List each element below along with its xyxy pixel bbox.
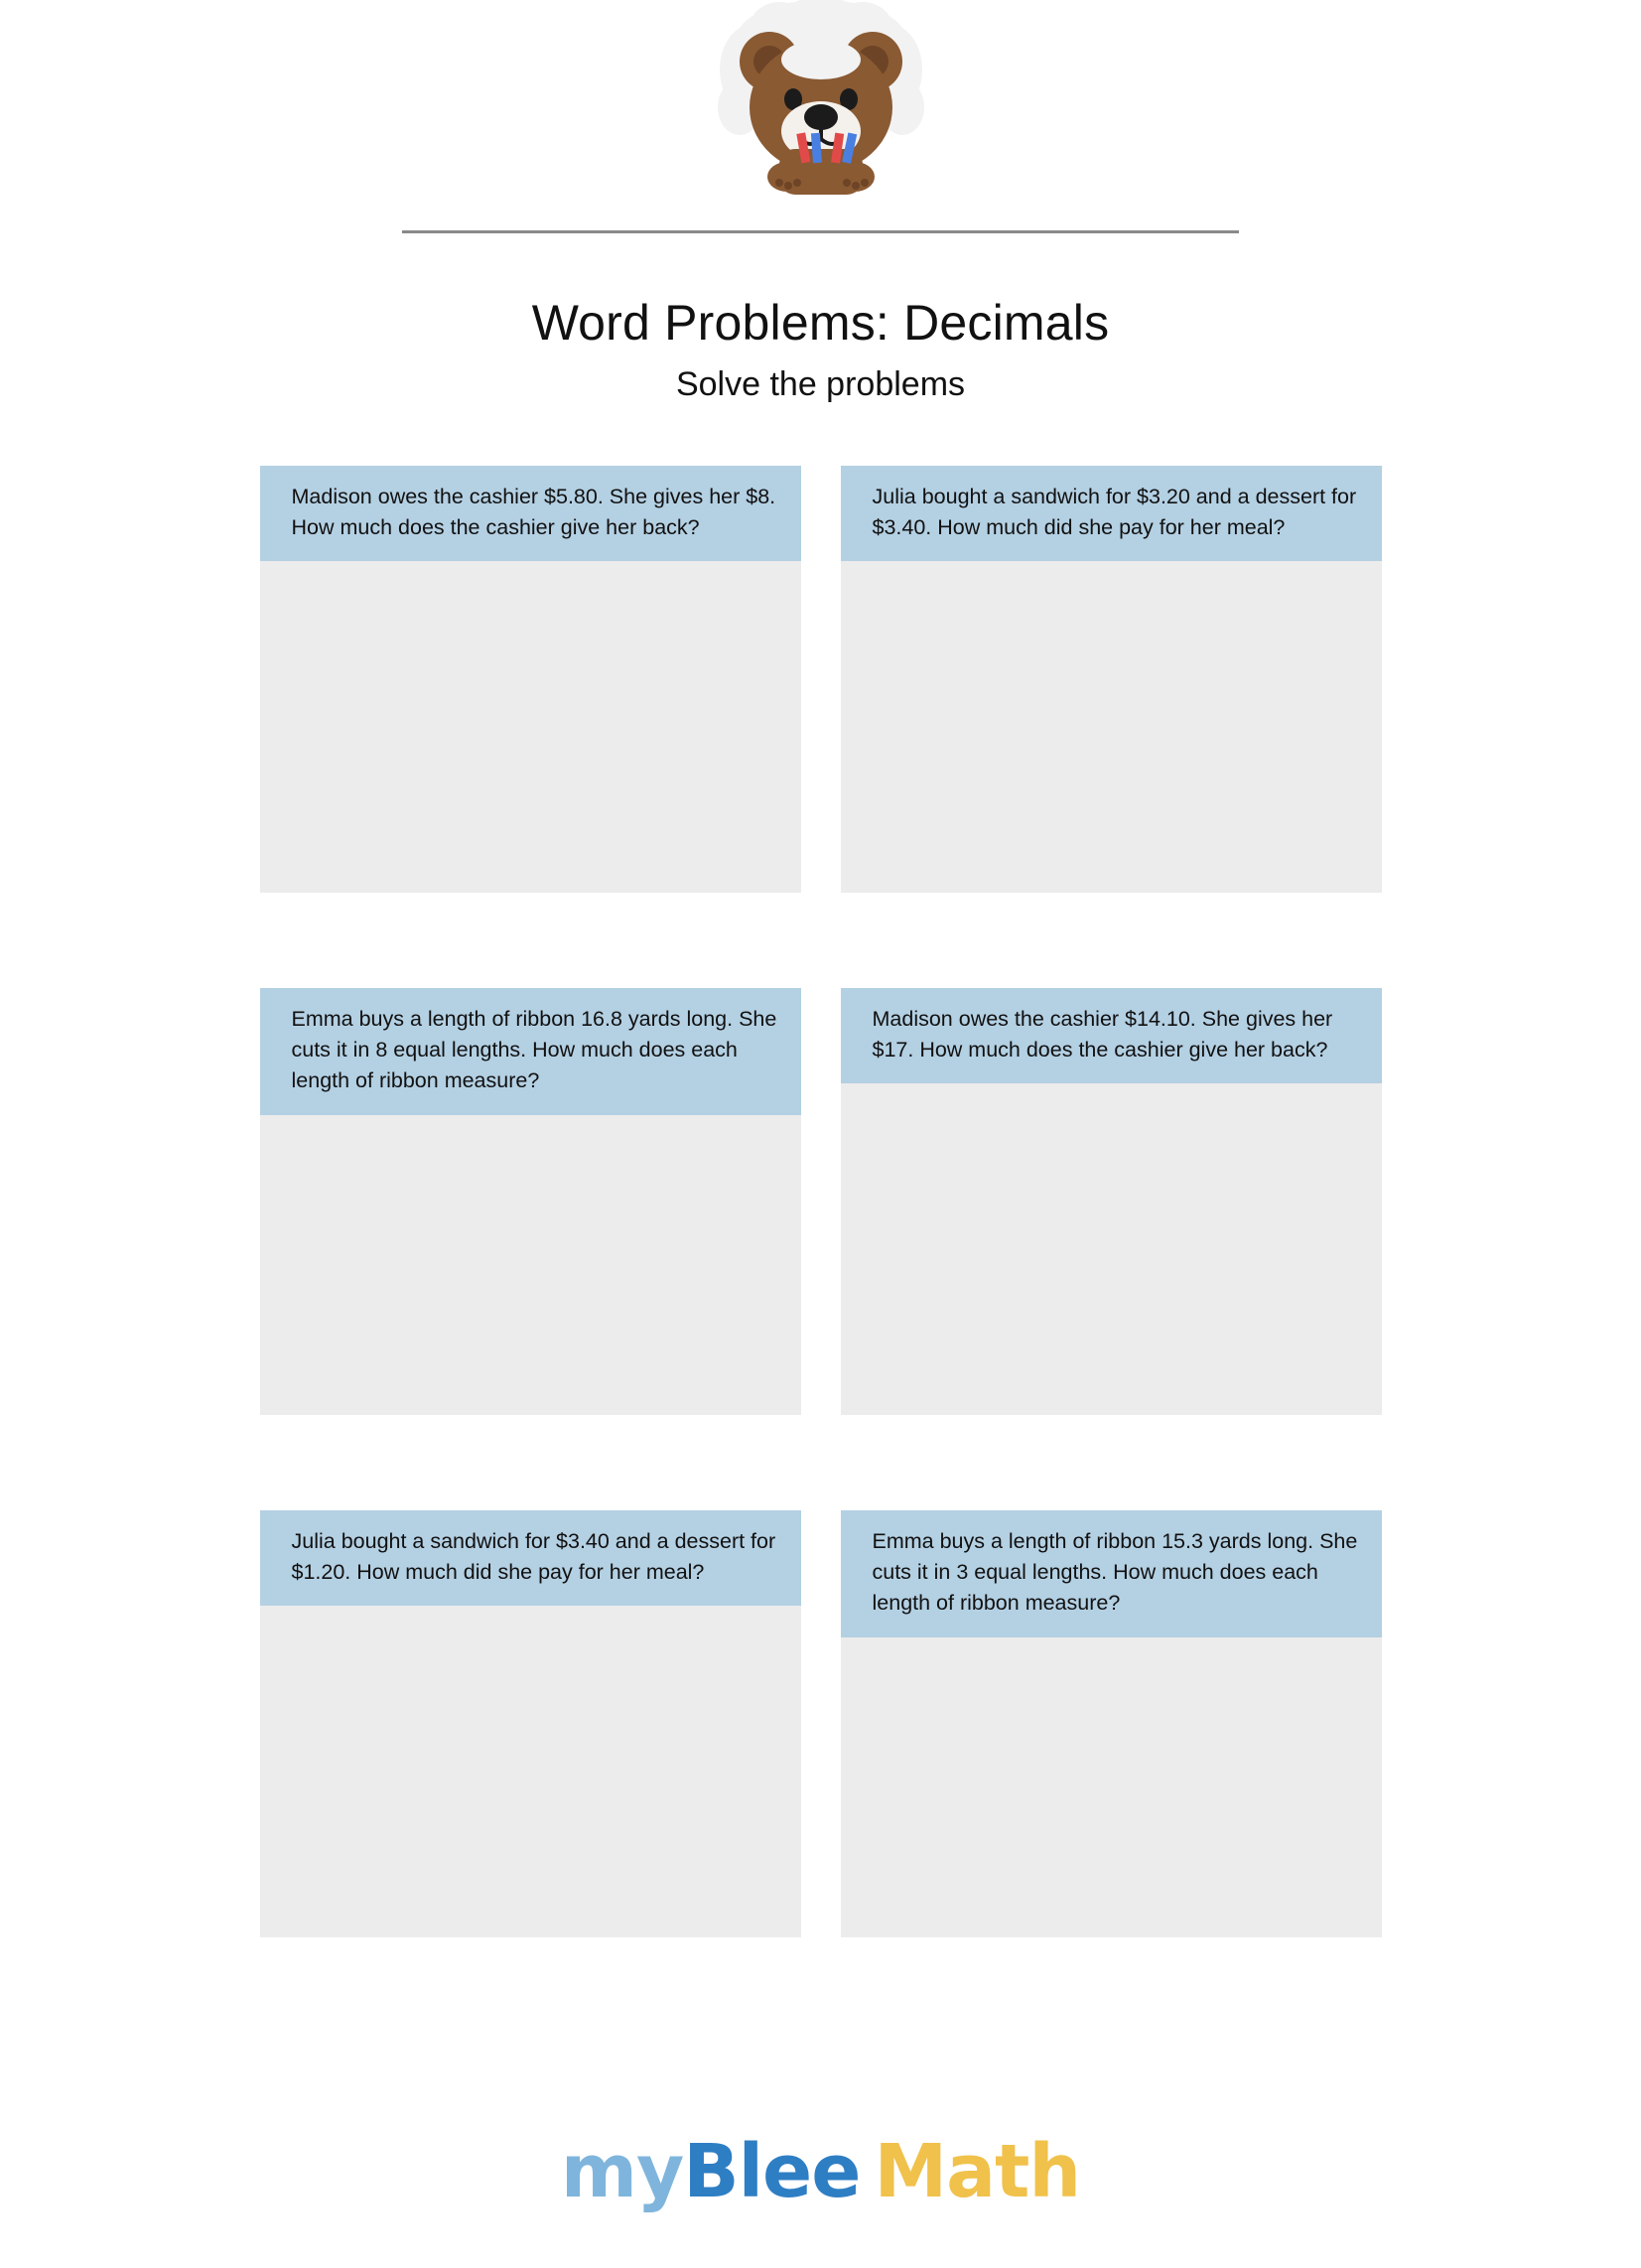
- problem-card: [260, 466, 801, 893]
- page-subtitle: Solve the problems: [675, 365, 966, 403]
- logo-text-math: Math: [874, 2129, 1081, 2214]
- problem-card: [841, 988, 1382, 1415]
- problem-prompt: Julia bought a sandwich for $3.20 and a dessert for $3.40. How much did she pay for her meal?: [841, 466, 1382, 561]
- problem-prompt: Madison owes the cashier $14.10. She gives her $17. How much does the cashier give her back?: [841, 988, 1382, 1083]
- answer-area[interactable]: [841, 1637, 1382, 2064]
- problem-card: [260, 988, 801, 1415]
- logo-text-my: my: [560, 2129, 684, 2214]
- problem-prompt: Julia bought a sandwich for $3.40 and a dessert for $1.20. How much did she pay for her meal?: [260, 1510, 801, 1606]
- answer-area[interactable]: [841, 561, 1382, 988]
- problem-prompt: Madison owes the cashier $5.80. She gives her $8. How much does the cashier give her back?: [260, 466, 801, 561]
- page-title: Word Problems: Decimals: [531, 295, 1110, 351]
- problem-prompt: Emma buys a length of ribbon 15.3 yards long. She cuts it in 3 equal lengths. How much does each length of ribbon measure?: [841, 1510, 1382, 1637]
- problem-card: [260, 1510, 801, 1937]
- answer-area[interactable]: [260, 1115, 801, 1542]
- answer-area[interactable]: [260, 561, 801, 988]
- answer-area[interactable]: [260, 1606, 801, 2033]
- page-header: [0, 0, 1641, 268]
- problem-card: [841, 466, 1382, 893]
- problem-card: [841, 1510, 1382, 1937]
- problem-prompt: Emma buys a length of ribbon 16.8 yards long. She cuts it in 8 equal lengths. How much does each length of ribbon measure?: [260, 988, 801, 1115]
- myblee-math-logo: [0, 2129, 1641, 2214]
- page-footer: [0, 2129, 1641, 2214]
- bear-mascot-icon: [662, 0, 980, 268]
- logo-text-blee: Blee: [683, 2129, 861, 2214]
- answer-area[interactable]: [841, 1083, 1382, 1510]
- problems-grid: [260, 466, 1382, 1937]
